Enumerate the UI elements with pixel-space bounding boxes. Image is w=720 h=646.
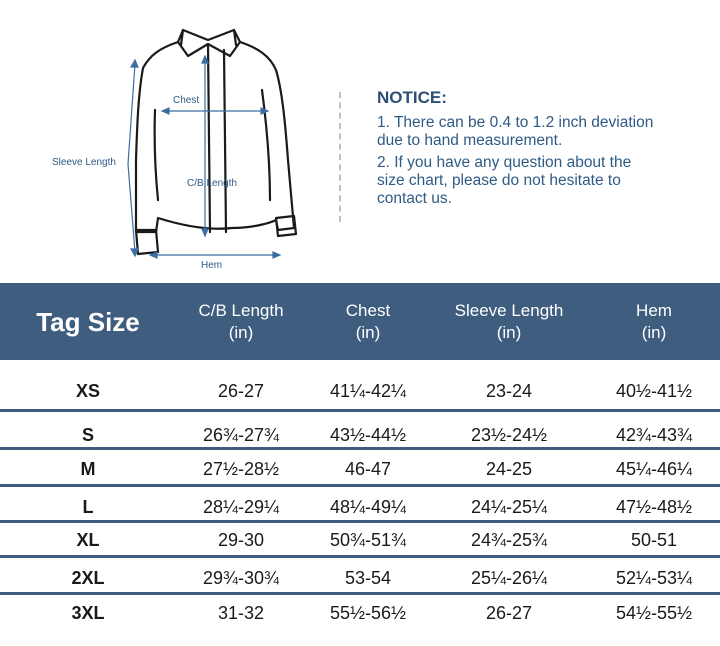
chest-cell: 48¼-49¼ <box>329 496 407 517</box>
cb-length-cell: 26-27 <box>217 380 265 401</box>
chest-cell: 46-47 <box>344 458 392 479</box>
header-chest-unit: (in) <box>355 322 381 342</box>
header-tag-size <box>0 283 176 360</box>
chest-label: Chest <box>173 95 200 106</box>
chest-cell: 43½-44½ <box>329 424 407 445</box>
cb-length-label: C/B Length <box>187 178 238 189</box>
chest-cell: 55½-56½ <box>329 602 407 623</box>
dashed-divider <box>339 92 341 222</box>
notice-line-1b: due to hand measurement. <box>377 132 563 149</box>
chest-cell: 50¾-51¾ <box>329 529 407 550</box>
header-sleeve-length <box>430 283 588 360</box>
size-table-header <box>0 283 720 360</box>
tag-size-cell: XL <box>76 529 100 550</box>
cb-length-cell: 29-30 <box>217 529 265 550</box>
sleeve-length-cell: 24-25 <box>485 458 533 479</box>
tag-size-cell: 3XL <box>71 602 105 623</box>
notice-block <box>377 88 707 212</box>
chest-cell: 53-54 <box>344 567 392 588</box>
header-sleeve-length-label: Sleeve Length <box>454 300 564 320</box>
sleeve-length-cell: 24¾-25¾ <box>470 529 548 550</box>
hem-cell: 54½-55½ <box>615 602 693 623</box>
table-row <box>0 560 720 596</box>
sleeve-length-cell: 25¼-26¼ <box>470 567 548 588</box>
row-divider <box>0 484 720 487</box>
tag-size-cell: S <box>81 424 94 445</box>
tag-size-cell: L <box>82 496 94 517</box>
tag-size-cell: XS <box>75 380 100 401</box>
header-cb-length <box>176 283 306 360</box>
header-hem-unit: (in) <box>641 322 667 342</box>
notice-line-2a: 2. If you have any question about the <box>377 154 632 171</box>
header-chest <box>306 283 430 360</box>
hem-cell: 45¼-46¼ <box>615 458 693 479</box>
header-chest-label: Chest <box>345 300 391 320</box>
header-sleeve-length-unit: (in) <box>496 322 522 342</box>
hem-label: Hem <box>201 260 223 271</box>
cb-length-cell: 31-32 <box>217 602 265 623</box>
sleeve-length-cell: 26-27 <box>485 602 533 623</box>
table-row <box>0 373 720 409</box>
cb-length-cell: 26¾-27¾ <box>202 424 280 445</box>
hem-cell: 47½-48½ <box>615 496 693 517</box>
cb-length-cell: 28¼-29¼ <box>202 496 280 517</box>
sleeve-length-cell: 23½-24½ <box>470 424 548 445</box>
tag-size-cell: M <box>80 458 96 479</box>
header-cb-length-unit: (in) <box>228 322 254 342</box>
row-divider <box>0 447 720 450</box>
chest-cell: 41¼-42¼ <box>329 380 407 401</box>
cb-length-cell: 29¾-30¾ <box>202 567 280 588</box>
shirt-illustration <box>0 0 330 280</box>
cb-length-cell: 27½-28½ <box>202 458 280 479</box>
notice-line-2c: contact us. <box>377 190 452 207</box>
hem-cell: 50-51 <box>630 529 678 550</box>
sleeve-length-cell: 24¼-25¼ <box>470 496 548 517</box>
notice-title: NOTICE: <box>377 88 447 107</box>
notice-line-2b: size chart, please do not hesitate to <box>377 172 621 189</box>
table-row <box>0 595 720 631</box>
hem-cell: 42¾-43¾ <box>615 424 693 445</box>
tag-size-cell: 2XL <box>71 567 105 588</box>
header-hem-label: Hem <box>636 300 672 320</box>
header-hem <box>588 283 720 360</box>
sleeve-length-cell: 23-24 <box>485 380 533 401</box>
row-divider <box>0 555 720 558</box>
table-row <box>0 451 720 487</box>
header-tag-size-label: Tag Size <box>36 306 140 337</box>
hem-cell: 40½-41½ <box>615 380 693 401</box>
table-row <box>0 522 720 558</box>
row-divider <box>0 409 720 412</box>
shirt-measurement-diagram <box>0 0 330 280</box>
header-cb-length-label: C/B Length <box>198 300 284 320</box>
hem-cell: 52¼-53¼ <box>615 567 693 588</box>
sleeve-length-label: Sleeve Length <box>52 157 116 168</box>
notice-line-1a: 1. There can be 0.4 to 1.2 inch deviation <box>377 114 654 131</box>
